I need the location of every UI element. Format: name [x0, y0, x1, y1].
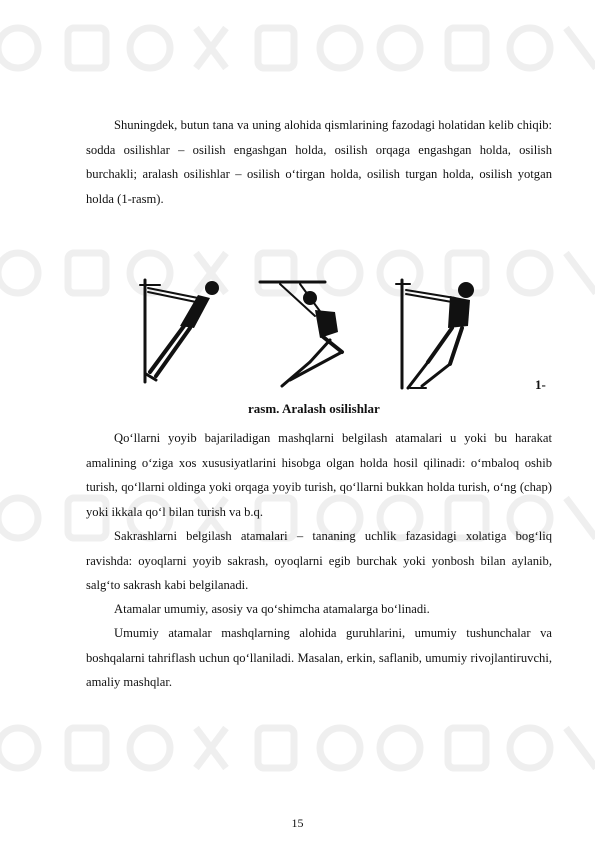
hanging-figure-3	[396, 280, 474, 388]
hanging-figure-2	[260, 282, 342, 386]
paragraph-3: Sakrashlarni belgilash atamalari – tananing uchlik fazasidagi xolatiga bog‘liq ravishda: oyoqlarni yoyib sakrash, oyoqlarni egib burchak yoki yonbosh bilan aylanib, salg‘to sakrash kabi belgilanadi.	[86, 529, 552, 593]
figure-number: 1-	[535, 377, 546, 392]
hanging-figure-1	[140, 280, 219, 382]
paragraph-1: Shuningdek, butun tana va uning alohida qismlarining fazodagi holatidan kelib chiqib: sodda osilishlar – osilish engashgan holda, osilish orqaga engashgan holda, osilish burchakli; aralash osilishlar – osilish o‘tirgan holda, osilish turgan holda, osilish yotgan holda (1-rasm).	[86, 118, 552, 206]
paragraph-2: Qo‘llarni yoyib bajariladigan mashqlarni belgilash atamalari u yoki bu harakat amalining o‘ziga xos xususiyatlarini hisobga olgan holda hosil qilinadi: o‘mbaloq oshib turish, qo‘llarni oldinga yoki orqaga yoyib turish, qo‘llarni bukkan holda turish, o‘ng (chap) yoki ikkala qo‘l bilan turish va b.q.	[86, 431, 552, 519]
page-number: 15	[291, 816, 304, 830]
paragraph-5: Umumiy atamalar mashqlarning alohida guruhlarini, umumiy tushunchalar va boshqalarni tahriflash uchun qo‘llaniladi. Masalan, erkin, saflanib, umumiy rivojlantiruvchi, amaliy mashqlar.	[86, 626, 552, 690]
paragraph-4: Atamalar umumiy, asosiy va qo‘shimcha atamalarga bo‘linadi.	[114, 602, 430, 616]
figure-caption: rasm. Aralash osilishlar	[248, 401, 380, 416]
figure-illustration	[110, 270, 490, 400]
